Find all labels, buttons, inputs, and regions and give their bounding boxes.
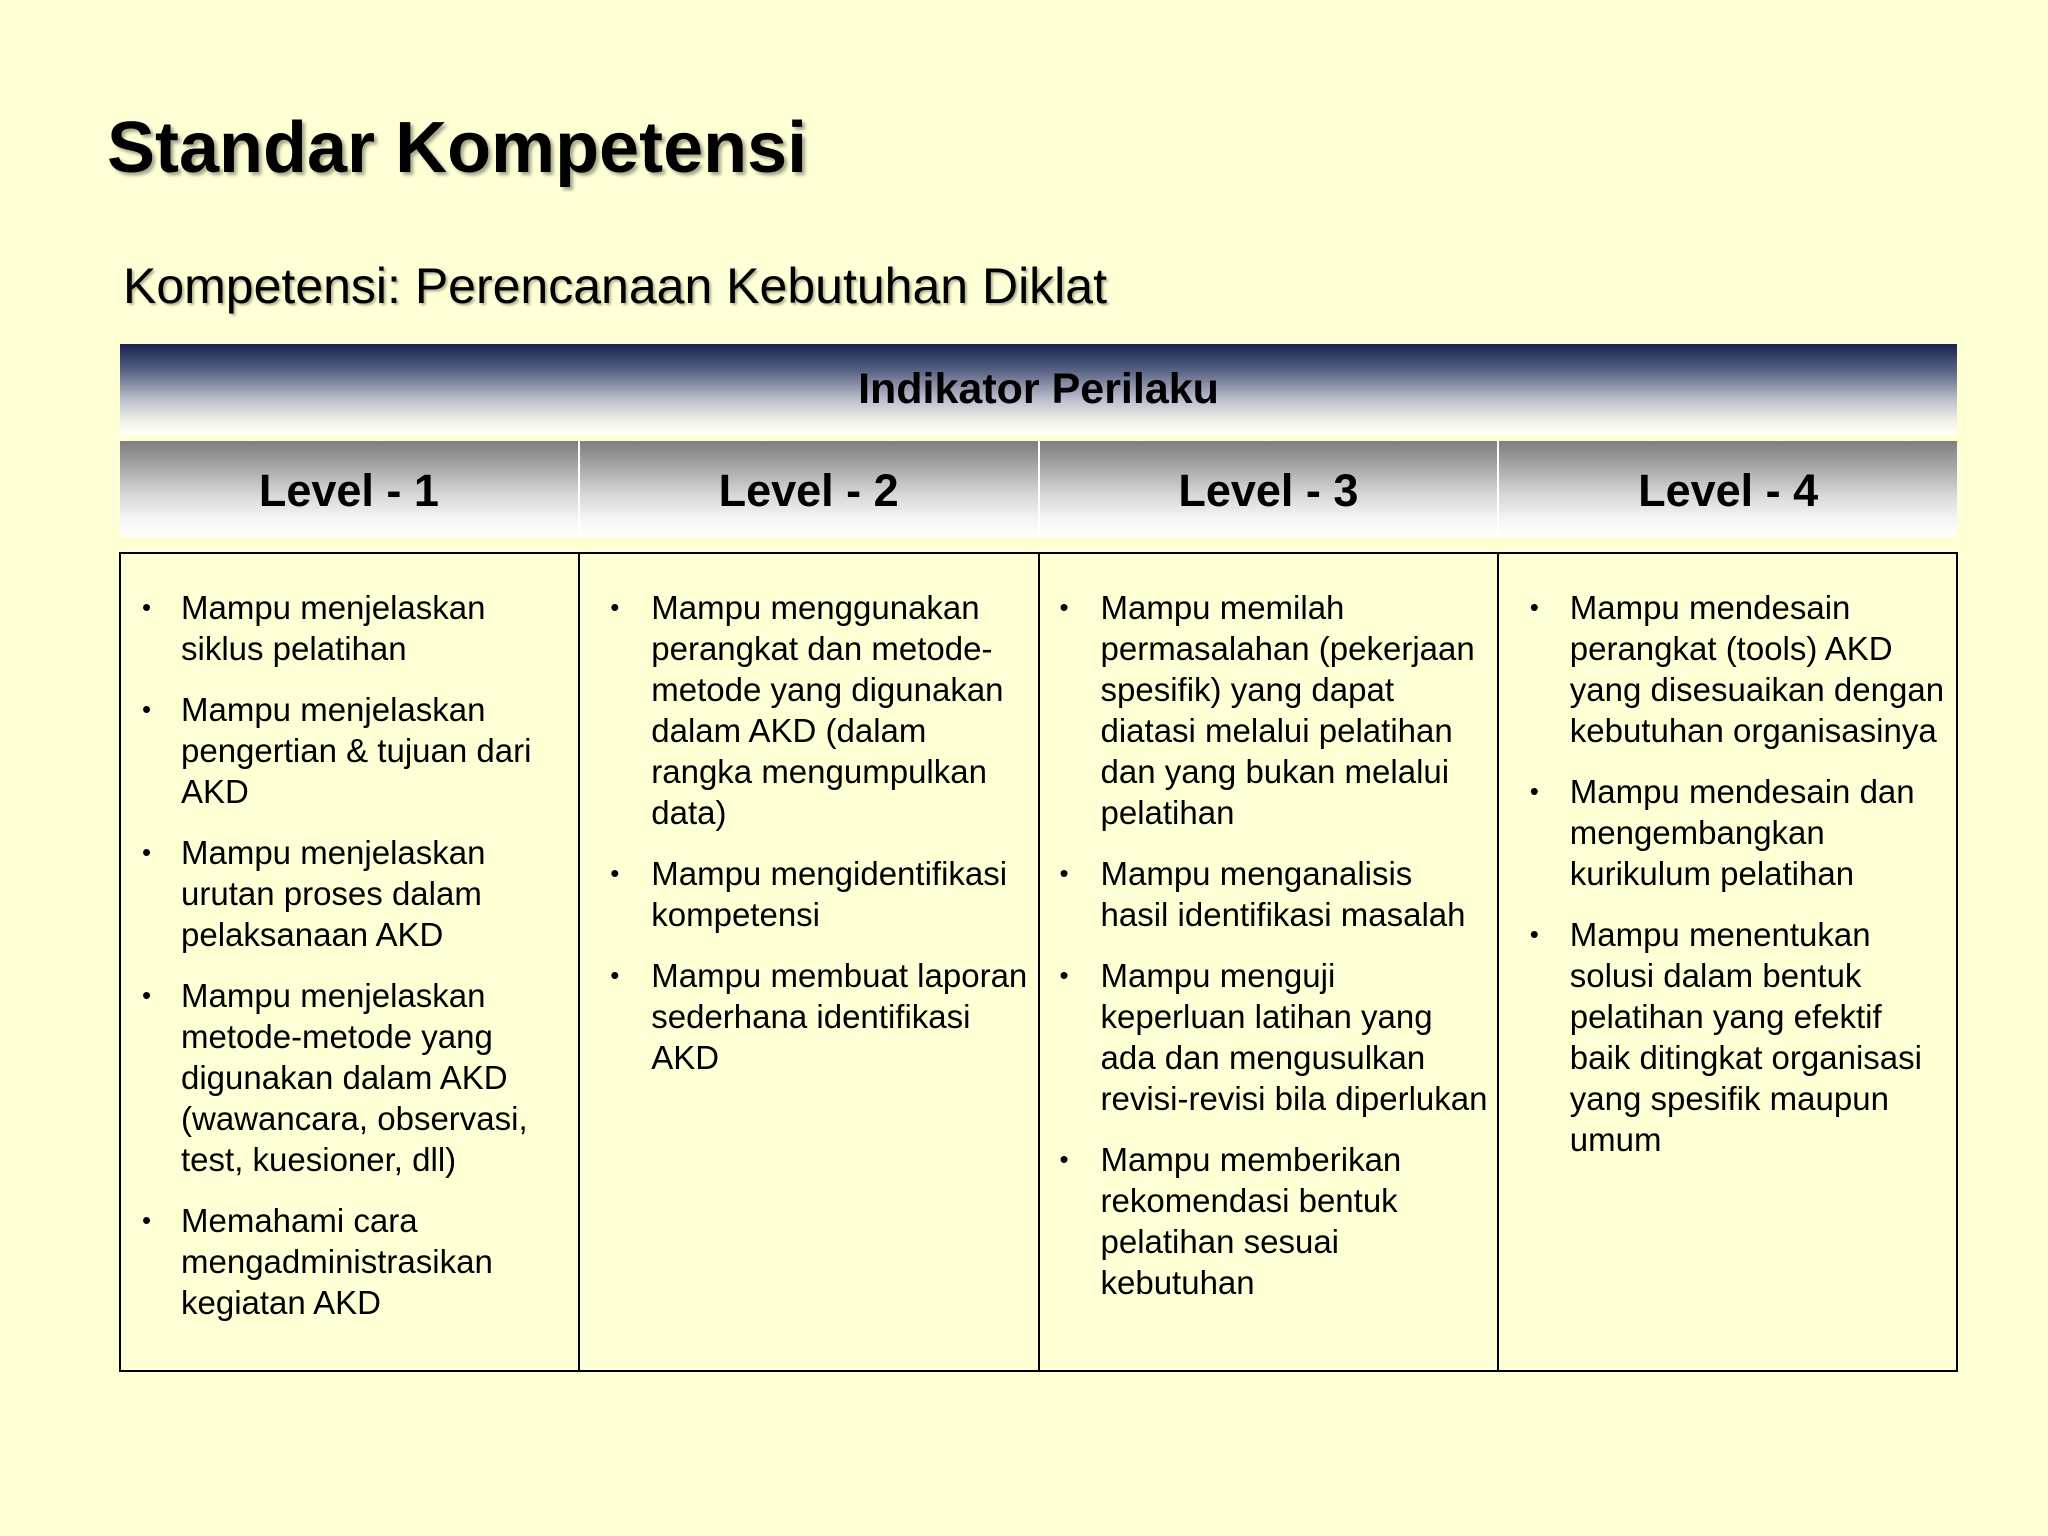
- level-2-cell: [578, 554, 1037, 1370]
- level-3-list: [1040, 587, 1489, 1303]
- level-1-cell: [121, 554, 578, 1370]
- list-item: [1499, 771, 1948, 894]
- bullet-icon: •: [142, 837, 152, 867]
- list-item-text: Mampu memberikan rekomendasi bentuk pelatihan sesuai kebutuhan: [1100, 1141, 1402, 1301]
- bullet-icon: •: [1059, 960, 1069, 990]
- level-header-4-label: Level - 4: [1638, 465, 1819, 516]
- list-item-text: Mampu mendesain perangkat (tools) AKD yang disesuaikan dengan kebutuhan organisasinya: [1569, 589, 1945, 749]
- level-1-list: [121, 587, 570, 1323]
- bullet-icon: •: [1529, 592, 1539, 622]
- list-item: [1040, 1139, 1489, 1303]
- bullet-icon: •: [142, 592, 152, 622]
- level-header-1-label: Level - 1: [258, 465, 439, 516]
- bullet-icon: •: [1059, 1144, 1069, 1174]
- level-header-3: [1038, 441, 1498, 537]
- list-item-text: Mampu mengidentifikasi kompetensi: [651, 855, 1008, 933]
- list-item-text: Mampu menjelaskan pengertian & tujuan dari AKD: [181, 691, 532, 810]
- list-item: [121, 1200, 570, 1323]
- list-item-text: Mampu membuat laporan sederhana identifikasi AKD: [651, 957, 1028, 1076]
- level-header-1: [120, 441, 578, 537]
- level-3-cell: [1038, 554, 1497, 1370]
- bullet-icon: •: [610, 592, 620, 622]
- list-item-text: Memahami cara mengadministrasikan kegiatan AKD: [181, 1202, 493, 1321]
- bullet-icon: •: [610, 858, 620, 888]
- list-item: [1040, 955, 1489, 1119]
- list-item: [1040, 587, 1489, 833]
- list-item-text: Mampu menguji keperluan latihan yang ada dan mengusulkan revisi-revisi bila diperlukan: [1100, 957, 1488, 1117]
- level-4-cell: [1497, 554, 1956, 1370]
- bullet-icon: •: [1529, 919, 1539, 949]
- level-2-list: [580, 587, 1029, 1078]
- slide-subtitle: Kompetensi: Perencanaan Kebutuhan Diklat: [123, 258, 1107, 314]
- bullet-icon: •: [1059, 592, 1069, 622]
- list-item: [580, 587, 1029, 833]
- list-item: [1040, 853, 1489, 935]
- level-header-2-label: Level - 2: [718, 465, 899, 516]
- list-item-text: Mampu menganalisis hasil identifikasi masalah: [1100, 855, 1466, 933]
- slide-title: Standar Kompetensi: [107, 108, 808, 188]
- list-item-text: Mampu menjelaskan siklus pelatihan: [181, 589, 486, 667]
- list-item: [580, 955, 1029, 1078]
- bullet-icon: •: [1059, 858, 1069, 888]
- list-item: [121, 587, 570, 669]
- bullet-icon: •: [142, 694, 152, 724]
- bullet-icon: •: [142, 1205, 152, 1235]
- level-4-list: [1499, 587, 1948, 1160]
- list-item: [1499, 914, 1948, 1160]
- list-item: [1499, 587, 1948, 751]
- indicator-table: [119, 552, 1958, 1372]
- list-item-text: Mampu menentukan solusi dalam bentuk pelatihan yang efektif baik ditingkat organisasi yang spesifik maupun umum: [1569, 916, 1922, 1158]
- bullet-icon: •: [142, 980, 152, 1010]
- list-item: [121, 832, 570, 955]
- list-item: [121, 975, 570, 1180]
- list-item-text: Mampu menjelaskan metode-metode yang digunakan dalam AKD (wawancara, observasi, test, kuesioner, dll): [181, 977, 528, 1178]
- indikator-header: [120, 344, 1957, 435]
- list-item-text: Mampu menggunakan perangkat dan metode-metode yang digunakan dalam AKD (dalam rangka mengumpulkan data): [651, 589, 1004, 831]
- level-header-4: [1497, 441, 1957, 537]
- level-header-3-label: Level - 3: [1178, 465, 1359, 516]
- level-header-row: [120, 441, 1957, 537]
- list-item: [580, 853, 1029, 935]
- level-header-2: [578, 441, 1038, 537]
- list-item-text: Mampu mendesain dan mengembangkan kurikulum pelatihan: [1569, 773, 1915, 892]
- indikator-header-label: Indikator Perilaku: [858, 365, 1219, 413]
- bullet-icon: •: [610, 960, 620, 990]
- bullet-icon: •: [1529, 776, 1539, 806]
- list-item: [121, 689, 570, 812]
- list-item-text: Mampu memilah permasalahan (pekerjaan spesifik) yang dapat diatasi melalui pelatihan dan yang bukan melalui pelatihan: [1100, 589, 1475, 831]
- list-item-text: Mampu menjelaskan urutan proses dalam pelaksanaan AKD: [181, 834, 486, 953]
